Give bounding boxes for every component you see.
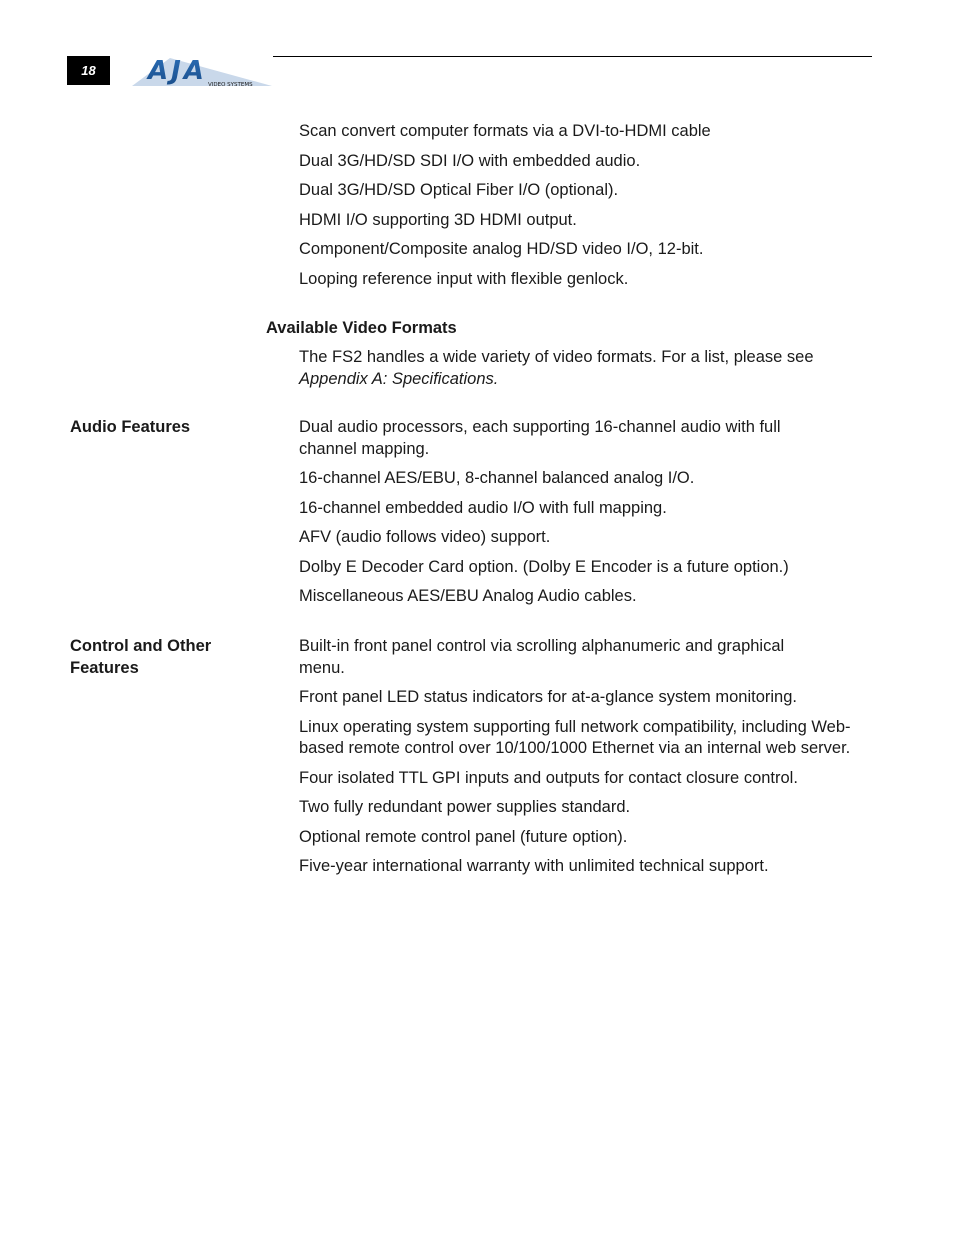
page-number: 18 (67, 56, 110, 85)
list-item: Optional remote control panel (future option). (299, 827, 628, 846)
list-item: Component/Composite analog HD/SD video I/O, 12-bit. (299, 240, 704, 258)
control-feature-list (299, 636, 859, 878)
list-item: Scan convert computer formats via a DVI-to-HDMI cable (299, 122, 711, 140)
list-item: 16-channel AES/EBU, 8-channel balanced analog I/O. (299, 469, 695, 487)
formats-reference: Appendix A: Specifications. (299, 369, 499, 388)
control-features-heading: Control and Other Features (70, 637, 212, 677)
list-item: Dual 3G/HD/SD Optical Fiber I/O (optional). (299, 181, 619, 199)
list-item: 16-channel embedded audio I/O with full mapping. (299, 498, 667, 517)
available-formats-text (299, 347, 839, 390)
list-item: Looping reference input with flexible genlock. (299, 269, 629, 288)
list-item: Dual audio processors, each supporting 16-channel audio with full channel mapping. (299, 418, 781, 458)
list-item: Dual 3G/HD/SD SDI I/O with embedded audio. (299, 151, 641, 170)
audio-features-heading: Audio Features (70, 418, 191, 436)
list-item: Front panel LED status indicators for at-a-glance system monitoring. (299, 688, 797, 706)
list-item: HDMI I/O supporting 3D HDMI output. (299, 210, 577, 229)
list-item: Miscellaneous AES/EBU Analog Audio cables. (299, 587, 637, 605)
logo-subtext: VIDEO SYSTEMS (208, 82, 253, 88)
available-formats-heading: Available Video Formats (266, 319, 457, 337)
video-feature-list (299, 121, 859, 290)
list-item: Built-in front panel control via scrolling alphanumeric and graphical menu. (299, 637, 785, 677)
list-item: Five-year international warranty with unlimited technical support. (299, 857, 769, 875)
header-rule (273, 56, 872, 57)
list-item: Four isolated TTL GPI inputs and outputs for contact closure control. (299, 768, 798, 787)
list-item: Two fully redundant power supplies standard. (299, 798, 631, 816)
formats-sentence: The FS2 handles a wide variety of video formats. For a list, please see (299, 348, 814, 366)
list-item: Linux operating system supporting full network compatibility, including Web-based remote control over 10/100/1000 Ethernet via an internal web server. (299, 717, 851, 757)
aja-logo (130, 54, 274, 88)
list-item: Dolby E Decoder Card option. (Dolby E Encoder is a future option.) (299, 557, 789, 576)
logo-text: AJA (148, 56, 207, 86)
list-item: AFV (audio follows video) support. (299, 528, 551, 546)
audio-feature-list (299, 417, 819, 608)
